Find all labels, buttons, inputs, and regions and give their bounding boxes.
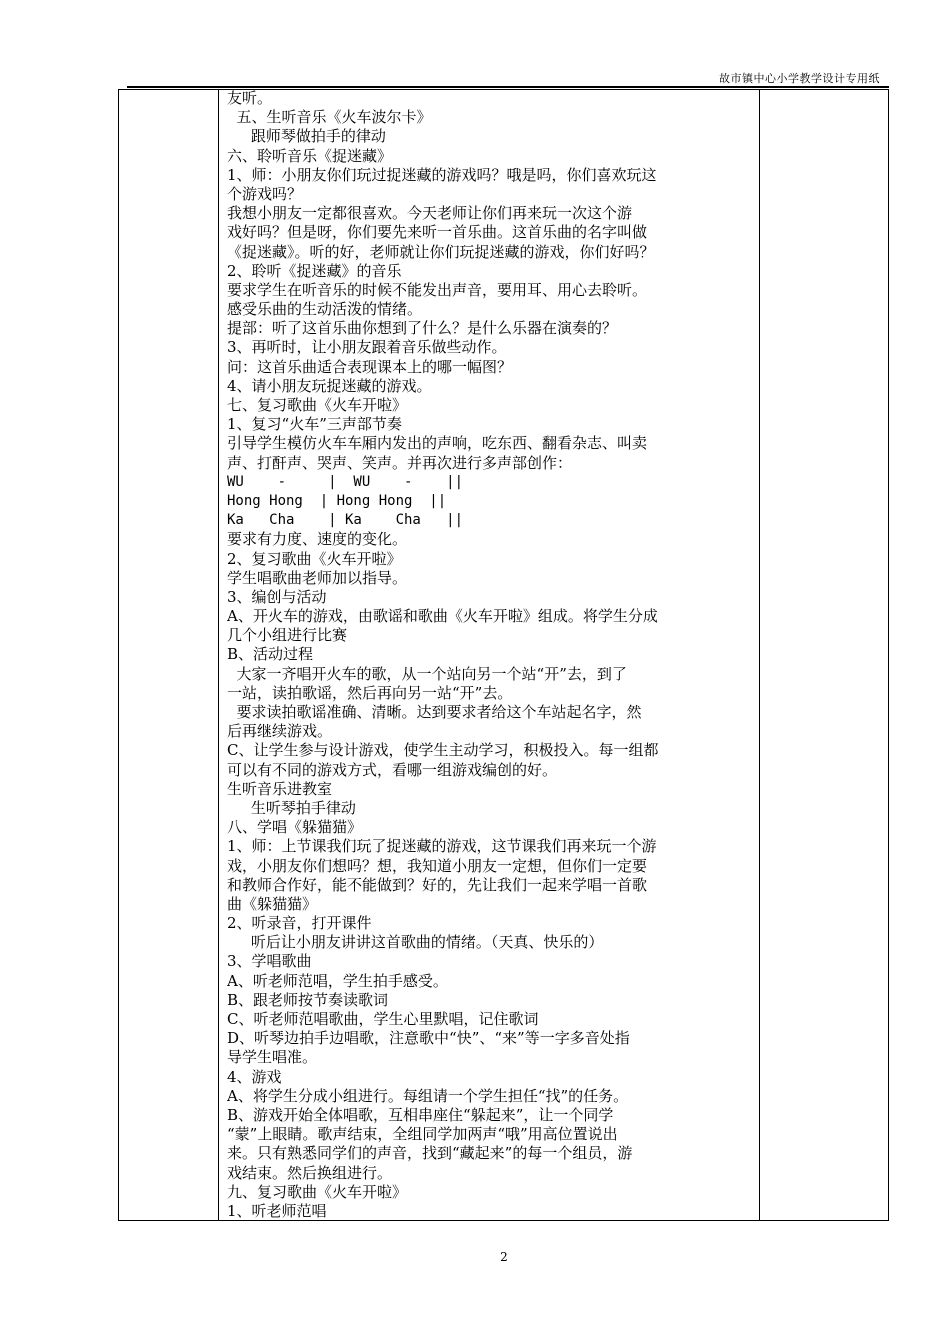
content-line: A、开火车的游戏，由歌谣和歌曲《火车开啦》组成。将学生分成 (227, 607, 658, 626)
content-line: 3、学唱歌曲 (227, 952, 312, 971)
lesson-content (227, 89, 757, 1221)
content-line: 要求学生在听音乐的时候不能发出声音，要用耳、用心去聆听。 (227, 280, 648, 299)
content-line: 要求有力度、速度的变化。 (227, 530, 408, 549)
content-line: 生听音乐进教室 (227, 779, 333, 798)
content-line: 八、学唱《躲猫猫》 (227, 818, 363, 837)
content-line: B、跟老师按节奏读歌词 (227, 990, 389, 1009)
content-line: 几个小组进行比赛 (227, 626, 348, 645)
content-line: 2、听录音，打开课件 (227, 914, 372, 933)
content-line: 跟师琴做拍手的律动 (227, 127, 386, 146)
content-line: 引导学生模仿火车车厢内发出的声响，吃东西、翻看杂志、叫卖 (227, 434, 648, 453)
content-line: 戏结束。然后换组进行。 (227, 1163, 393, 1182)
content-line: WU - | WU - || (227, 473, 464, 490)
content-line: 七、复习歌曲《火车开啦》 (227, 396, 408, 414)
content-line: 我想小朋友一定都很喜欢。今天老师让你们再来玩一次这个游 (227, 204, 633, 223)
content-line: 感受乐曲的生动活泼的情绪。 (227, 300, 423, 319)
content-line: Hong Hong | Hong Hong || (227, 492, 447, 509)
content-line: 3、编创与活动 (227, 587, 327, 606)
content-line: 1、听老师范唱 (227, 1201, 327, 1220)
content-line: 提部：听了这首乐曲你想到了什么？是什么乐器在演奏的？ (227, 319, 618, 338)
content-line: 九、复习歌曲《火车开啦》 (227, 1182, 408, 1201)
content-line: 生听琴拍手律动 (227, 798, 356, 817)
content-line: 学生唱歌曲老师加以指导。 (227, 568, 408, 587)
content-line: A、将学生分成小组进行。每组请一个学生担任“找”的任务。 (227, 1086, 629, 1105)
content-line: 和教师合作好，能不能做到？好的，先让我们一起来学唱一首歌 (227, 875, 648, 894)
header-rule (127, 86, 889, 88)
content-line: 2、复习歌曲《火车开啦》 (227, 549, 402, 568)
table-column-divider-right (759, 89, 760, 1221)
content-line: A、听老师范唱，学生拍手感受。 (227, 971, 448, 990)
content-line: 声、打酐声、哭声、笑声。并再次进行多声部创作： (227, 453, 573, 472)
content-line: 4、请小朋友玩捉迷藏的游戏。 (227, 376, 432, 395)
content-line: 听后让小朋友讲讲这首歌曲的情绪。（天真、快乐的） (227, 933, 604, 952)
content-line: 戏，小朋友你们想吗？想，我知道小朋友一定想，但你们一定要 (227, 856, 648, 875)
content-line: 来。只有熟悉同学们的声音，找到“藏起来”的每一个组员，游 (227, 1144, 633, 1163)
header-title: 故市镇中心小学教学设计专用纸 (719, 72, 880, 85)
content-line: 一站，读拍歌谣，然后再向另一站“开”去。 (227, 683, 513, 702)
content-line: 戏好吗？但是呀，你们要先来听一首乐曲。这首乐曲的名字叫做 (227, 223, 648, 242)
content-line: 友听。 (227, 89, 273, 107)
content-line: 《捉迷藏》。听的好，老师就让你们玩捉迷藏的游戏，你们好吗？ (227, 242, 655, 261)
content-line: 五、生听音乐《火车波尔卡》 (227, 108, 432, 127)
content-line: 大家一齐唱开火车的歌，从一个站向另一个站“开”去，到了 (227, 664, 627, 683)
content-line: C、听老师范唱歌曲，学生心里默唱，记住歌词 (227, 1010, 539, 1028)
content-line: 4、游戏 (227, 1067, 282, 1086)
page-number: 2 (500, 1250, 508, 1264)
content-line: 要求读拍歌谣准确、清晰。达到要求者给这个车站起名字，然 (227, 703, 642, 721)
content-line: C、让学生参与设计游戏，使学生主动学习，积极投入。每一组都 (227, 741, 659, 760)
content-line: 个游戏吗？ (227, 184, 303, 203)
content-line: B、活动过程 (227, 645, 314, 664)
content-line: 3、再听时，让小朋友跟着音乐做些动作。 (227, 338, 507, 357)
table-column-divider-left (218, 89, 219, 1221)
content-line: 1、师：小朋友你们玩过捉迷藏的游戏吗？哦是吗，你们喜欢玩这 (227, 165, 657, 184)
content-line: 问：这首乐曲适合表现课本上的哪一幅图？ (227, 357, 513, 376)
content-line: 可以有不同的游戏方式，看哪一组游戏编创的好。 (227, 760, 558, 779)
content-line: 导学生唱准。 (227, 1048, 318, 1067)
content-line: 2、聆听《捉迷藏》的音乐 (227, 261, 402, 280)
content-line: D、听琴边拍手边唱歌，注意歌中“快”、“来”等一字多音处指 (227, 1029, 630, 1048)
content-line: 1、师：上节课我们玩了捉迷藏的游戏，这节课我们再来玩一个游 (227, 837, 657, 856)
content-line: B、游戏开始全体唱歌，互相串座住“躲起来”，让一个同学 (227, 1105, 614, 1124)
content-line: Ka Cha | Ka Cha || (227, 512, 464, 529)
content-line: “蒙”上眼睛。歌声结束，全组同学加两声“哦”用高位置说出 (227, 1125, 618, 1144)
content-line: 1、复习“火车”三声部节奏 (227, 415, 402, 434)
content-line: 曲《躲猫猫》 (227, 894, 318, 913)
content-line: 六、聆听音乐《捉迷藏》 (227, 146, 393, 165)
content-line: 后再继续游戏。 (227, 722, 333, 741)
